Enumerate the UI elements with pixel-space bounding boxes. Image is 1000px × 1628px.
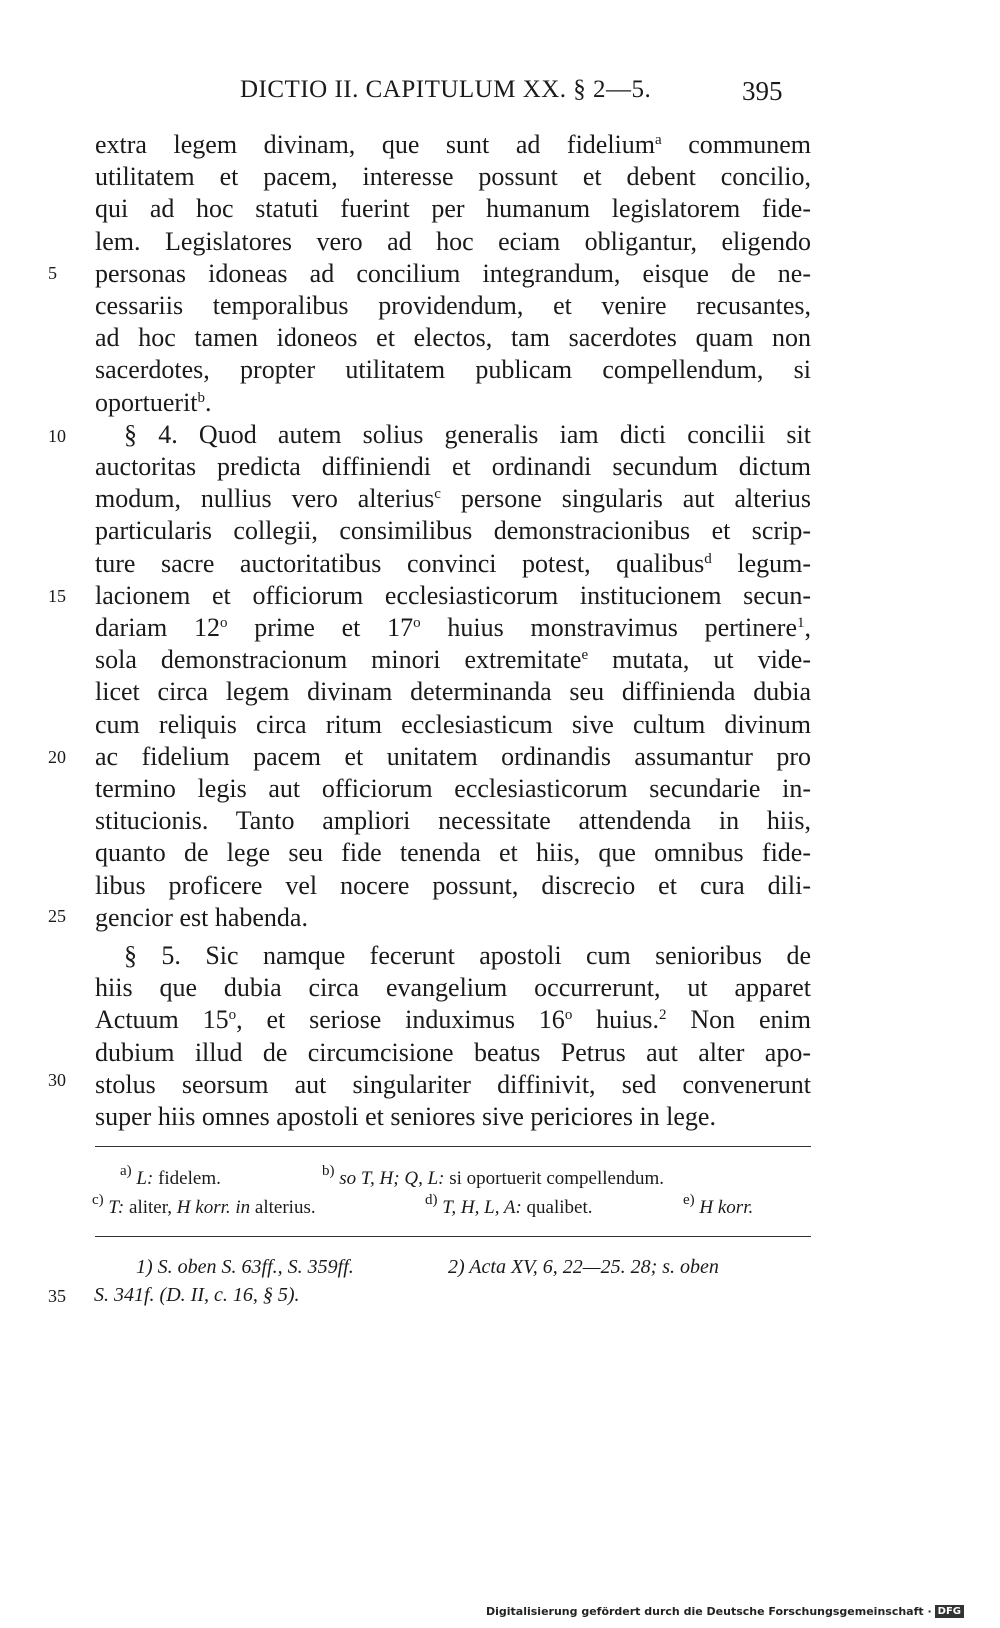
text-segment: utilitatem et pacem, interesse possunt et debent concilio, [95,162,811,192]
note-marker: 2 [659,1007,667,1024]
line-number: 20 [48,747,66,767]
note-marker: a [655,132,662,148]
text-segment: ac fidelium pacem et unitatem ordinandis assumantur pro [95,741,811,771]
text-line [95,321,811,354]
text-segment: huius. [572,1005,660,1035]
note-marker: e [581,647,589,664]
line-number: 15 [48,586,66,606]
text-segment: lem. Legislatores vero ad hoc eciam obligantur, eligendo [95,226,811,256]
digitization-credit: Digitalisierung gefördert durch die Deutsche Forschungsgemeinschaft · DFG [486,1605,964,1618]
critical-note-d: $^{d)}$ T, H, L, A: qualibet. [425,1192,593,1218]
text-segment: libus proficere vel nocere possunt, discrecio et cura dili- [95,870,811,900]
critical-note-a: $^{a)}$ L: fidelem. [120,1163,221,1189]
text-segment: dariam 12 [95,613,220,642]
text-line [95,1036,811,1069]
text-segment: huius monstravimus pertinere [420,613,797,642]
line-number: 10 [48,426,66,446]
text-segment: hiis que dubia circa evangelium occurrerunt, ut apparet [95,973,811,1003]
text-segment: qui ad hoc statuti fuerint per humanum legislatorem fide- [95,194,811,224]
text-line [95,192,811,225]
text-line [95,1068,811,1101]
note-marker: b [197,389,206,406]
note-marker: o [219,615,228,631]
text-line [95,579,811,612]
text-segment: extra legem divinam, que sunt ad fidelium [95,130,656,159]
critical-note-b: $^{b)}$ so T, H; Q, L: si oportuerit compellendum. [322,1163,664,1189]
text-segment: persone singularis aut alterius [440,484,811,514]
text-line [95,353,811,386]
text-line [95,708,811,741]
critical-note-e: $^{e)}$ H korr. [683,1192,754,1218]
line-number: 30 [48,1070,66,1090]
text-segment: quanto de lege seu fide tenenda et hiis, que omnibus fide- [95,838,811,868]
text-segment: dubium illud de circumcisione beatus Petrus aut alter apo- [95,1037,811,1067]
text-segment: cum reliquis circa ritum ecclesiasticum sive cultum divinum [95,709,811,739]
text-segment: communem [661,130,811,159]
text-segment: prime et 17 [227,613,414,642]
text-line [124,939,811,972]
text-segment: cessariis temporalibus providendum, et venire recusantes, [95,291,811,320]
text-line [95,547,811,580]
source-note-2-continued: S. 341f. (D. II, c. 16, § 5). [94,1284,300,1306]
footnote-divider [95,1146,811,1147]
text-line [95,128,811,161]
note-marker: o [228,1007,237,1024]
text-segment: . [205,387,212,417]
text-segment: termino legis aut officiorum ecclesiasticorum secundarie in- [95,774,811,803]
text-segment: super hiis omnes apostoli et seniores sive periciores in lege. [95,1102,716,1131]
text-line [95,386,811,419]
text-segment: Actuum 15 [95,1005,229,1035]
text-segment: , [804,613,811,642]
text-line [95,225,811,258]
text-line [95,740,811,773]
text-segment: , et seriose induximus 16 [236,1005,565,1035]
text-segment: sola demonstracionum minori extremitate [95,645,582,675]
text-line [95,643,811,676]
line-number: 35 [48,1286,66,1306]
text-line [95,772,811,805]
text-segment: modum, nullius vero alterius [95,484,435,514]
note-marker: d [704,550,712,567]
text-line [95,257,811,290]
text-segment: gencior est habenda. [95,902,308,932]
text-line [95,804,811,837]
text-segment: Non enim [666,1005,811,1035]
page-number: 395 [742,76,783,106]
text-segment: ture sacre auctoritatibus convinci potest, qualibus [95,548,705,578]
running-head: DICTIO II. CAPITULUM XX. § 2—5. [240,76,652,103]
text-line [95,836,811,869]
text-segment: stolus seorsum aut singulariter diffinivit, sed convenerunt [95,1069,811,1099]
text-line [95,482,811,515]
text-line [95,1100,811,1133]
text-line [95,869,811,902]
text-line [95,611,811,644]
note-marker: c [434,486,441,503]
text-segment: lacionem et officiorum ecclesiasticorum institucionem secun- [95,580,811,610]
text-line [95,675,811,708]
text-segment: particularis collegii, consimilibus demonstracionibus et scrip- [95,516,811,546]
dfg-logo: DFG [935,1605,964,1618]
note-marker: o [413,615,421,631]
critical-note-c: $^{c)}$ T: aliter, H korr. in alterius. [92,1192,316,1218]
line-number: 5 [48,263,57,283]
text-segment: legum- [711,548,811,578]
text-line [95,1003,811,1036]
text-segment: auctoritas predicta diffiniendi et ordinandi secundum dictum [95,452,811,481]
source-note-divider [95,1236,811,1237]
text-line [95,289,811,322]
text-segment: sacerdotes, propter utilitatem publicam compellendum, si [95,355,811,385]
note-marker: 1 [797,615,805,631]
text-segment: licet circa legem divinam determinanda seu diffinienda dubia [95,677,811,707]
text-line [95,450,811,483]
text-segment: oportuerit [95,387,198,417]
note-marker: o [564,1007,573,1024]
text-line [95,901,811,934]
text-segment: § 4. Quod autem solius generalis iam dicti concilii sit [124,419,811,449]
source-note-2: 2) Acta XV, 6, 22—25. 28; s. oben [448,1256,719,1278]
text-segment: personas idoneas ad concilium integrandum, eisque de ne- [95,258,811,288]
page-header [0,72,1000,116]
text-segment: stitucionis. Tanto ampliori necessitate attendenda in hiis, [95,806,811,836]
text-line [95,971,811,1004]
text-line [124,418,811,451]
text-segment: mutata, ut vide- [588,645,811,675]
source-note-1: 1) S. oben S. 63ff., S. 359ff. [136,1256,354,1278]
text-segment: § 5. Sic namque fecerunt apostoli cum senioribus de [124,941,811,970]
text-segment: ad hoc tamen idoneos et electos, tam sacerdotes quam non [95,323,811,353]
text-line [95,160,811,193]
text-line [95,514,811,547]
line-number: 25 [48,906,66,926]
